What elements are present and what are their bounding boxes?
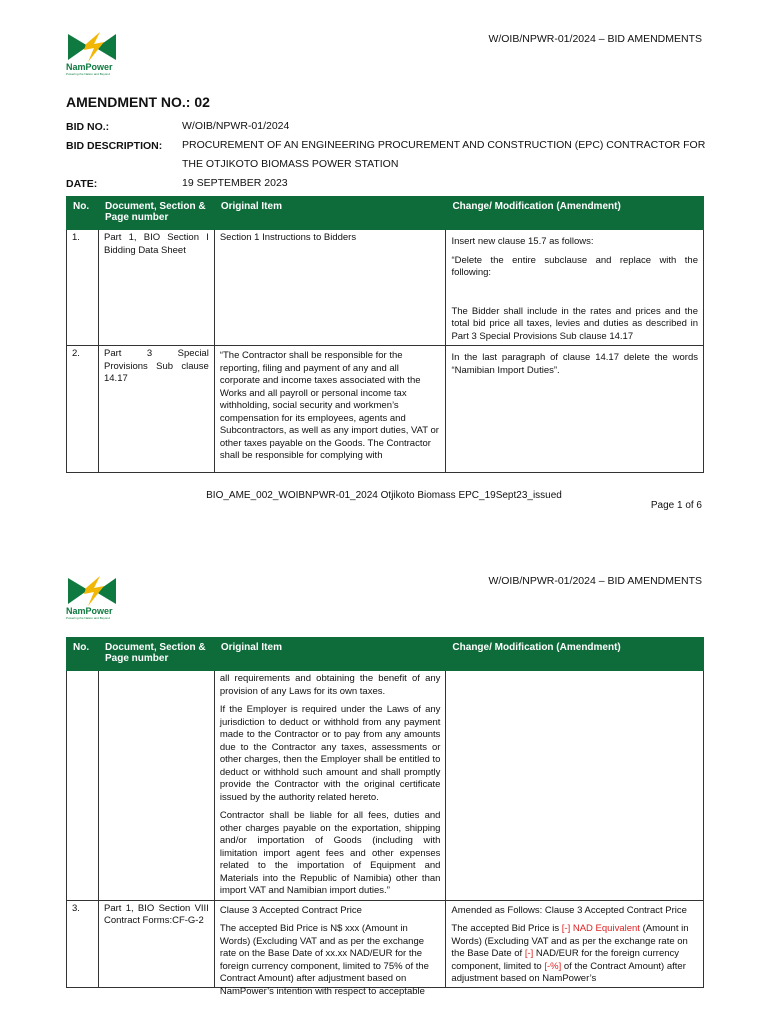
bid-no-label: BID NO.: bbox=[66, 121, 110, 133]
amendment-table bbox=[66, 196, 704, 473]
table-row bbox=[67, 900, 704, 988]
original-text: all requirements and obtaining the benefit of any provision of any Laws for its own taxes. bbox=[219, 673, 441, 697]
row-document: Part 1, BIO Section VIII Contract Forms:CF-G-2 bbox=[98, 900, 214, 988]
document-reference: W/OIB/NPWR-01/2024 – BID AMENDMENTS bbox=[488, 33, 702, 45]
original-text: “The Contractor shall be responsible for the reporting, filing and payment of any and all corporate and income taxes associated with the Works and all payroll or personal income tax withholding, social security and workmen’s compensation for its employees, agents and Subcontractors, as well as any import duties, VAT or other taxes payable on the Goods. The Contractor shall be responsible for complying with bbox=[219, 350, 439, 461]
amendment-table-continued bbox=[66, 637, 704, 997]
document-reference: W/OIB/NPWR-01/2024 – BID AMENDMENTS bbox=[488, 575, 702, 587]
bid-description-label: BID DESCRIPTION: bbox=[66, 140, 163, 152]
original-text: Contractor shall be liable for all fees, duties and other charges payable on the exportation, shipping and/or importation of Goods (including with limitation import agent fees and other expenses related to the importation of Equipment and Materials into the Republic of Namibia) other than import VAT and Namibian import duties.” bbox=[219, 810, 441, 896]
original-text: The accepted Bid Price is N$ xxx (Amount in Words) (Excluding VAT and as per the exchange rate on the Base Date of xx.xx NAD/EUR for the foreign currency component, limited to 75% of the Contract Amount) after adjustment based on NamPower’s intention with respect to acceptable bbox=[219, 923, 429, 997]
table-row bbox=[67, 230, 704, 346]
table-header-row bbox=[67, 638, 704, 671]
bid-no-value: W/OIB/NPWR-01/2024 bbox=[182, 120, 290, 132]
row-change bbox=[446, 900, 704, 988]
header-original-item: Original Item bbox=[214, 197, 446, 230]
header-document: Document, Section & Page number bbox=[98, 638, 214, 671]
row-original bbox=[214, 671, 446, 901]
header-no: No. bbox=[67, 638, 99, 671]
row-original bbox=[214, 900, 446, 997]
bid-description-value: PROCUREMENT OF AN ENGINEERING PROCUREMENT AND CONSTRUCTION (EPC) CONTRACTOR FOR THE OTJIKOTO BIOMASS POWER STATION bbox=[182, 139, 706, 170]
placeholder-red: [-%] bbox=[544, 960, 562, 972]
original-text: Clause 3 Accepted Contract Price bbox=[219, 904, 362, 916]
change-text: The Bidder shall include in the rates and prices and the total bid price all taxes, levies and duties as described in Part 3 Special Provisions Sub clause 14.17 bbox=[451, 305, 698, 342]
original-text: If the Employer is required under the Laws of any jurisdiction to deduct or withhold from any payment made to the Contractor or to pay from any amounts due to the Contractor any taxes, assessments or other charges, then the Employer shall be entitled to deduct or withhold such amount and shall promptly provide the Contractor with the original certificate issued by the authority related hereto. bbox=[219, 704, 441, 803]
date-label: DATE: bbox=[66, 178, 98, 190]
row-number: 3. bbox=[67, 900, 99, 988]
change-text-plain: (Amount in Words) (Excluding VAT and as per the exchange rate on the Base Date of bbox=[451, 923, 689, 959]
date-value: 19 SEPTEMBER 2023 bbox=[182, 177, 288, 189]
nampower-logo bbox=[66, 574, 120, 620]
amendment-title: AMENDMENT NO.: 02 bbox=[66, 94, 210, 110]
header-no: No. bbox=[67, 197, 99, 230]
header-document: Document, Section & Page number bbox=[98, 197, 214, 230]
placeholder-red: [-] bbox=[524, 948, 534, 959]
header-original-item: Original Item bbox=[214, 638, 446, 671]
row-change bbox=[446, 230, 704, 346]
header-change: Change/ Modification (Amendment) bbox=[446, 197, 704, 230]
change-text-plain: NAD/EUR for the foreign currency component, limited to bbox=[451, 948, 680, 972]
row-number: 1. bbox=[67, 230, 99, 346]
change-text bbox=[451, 923, 698, 985]
row-original: Section 1 Instructions to Bidders bbox=[214, 230, 446, 346]
logo-text: NamPower bbox=[66, 606, 113, 616]
table-header-row bbox=[67, 197, 704, 230]
logo-tagline: Powering the Nation and Beyond bbox=[66, 616, 110, 620]
footer-page-number: Page 1 of 6 bbox=[650, 500, 702, 511]
change-text: Insert new clause 15.7 as follows: bbox=[451, 236, 594, 247]
logo-tagline: Powering the Nation and Beyond bbox=[66, 72, 110, 76]
change-text: Amended as Follows: Clause 3 Accepted Contract Price bbox=[451, 904, 687, 916]
logo-text: NamPower bbox=[66, 62, 113, 72]
row-document: Part 3 Special Provisions Sub clause 14.17 bbox=[98, 346, 214, 473]
row-document bbox=[98, 671, 214, 901]
row-change bbox=[446, 671, 704, 901]
footer-file-name: BIO_AME_002_WOIBNPWR-01_2024 Otjikoto Biomass EPC_19Sept23_issued bbox=[206, 490, 562, 501]
placeholder-red: [-] NAD Equivalent bbox=[561, 923, 640, 934]
row-original bbox=[214, 346, 446, 473]
nampower-logo-icon bbox=[66, 574, 118, 608]
change-text-plain: The accepted Bid Price is bbox=[451, 923, 562, 934]
page-2 bbox=[0, 560, 768, 1024]
header-change: Change/ Modification (Amendment) bbox=[446, 638, 704, 671]
row-document: Part 1, BIO Section I Bidding Data Sheet bbox=[98, 230, 214, 346]
nampower-logo bbox=[66, 30, 120, 76]
table-row bbox=[67, 671, 704, 901]
row-change: In the last paragraph of clause 14.17 delete the words “Namibian Import Duties”. bbox=[446, 346, 704, 473]
table-row bbox=[67, 346, 704, 473]
row-number: 2. bbox=[67, 346, 99, 473]
nampower-logo-icon bbox=[66, 30, 118, 64]
change-text: “Delete the entire subclause and replace with the following: bbox=[451, 254, 698, 278]
change-text-plain: of the Contract Amount) after adjustment based on NamPower’s bbox=[451, 960, 686, 984]
row-number bbox=[67, 671, 99, 901]
